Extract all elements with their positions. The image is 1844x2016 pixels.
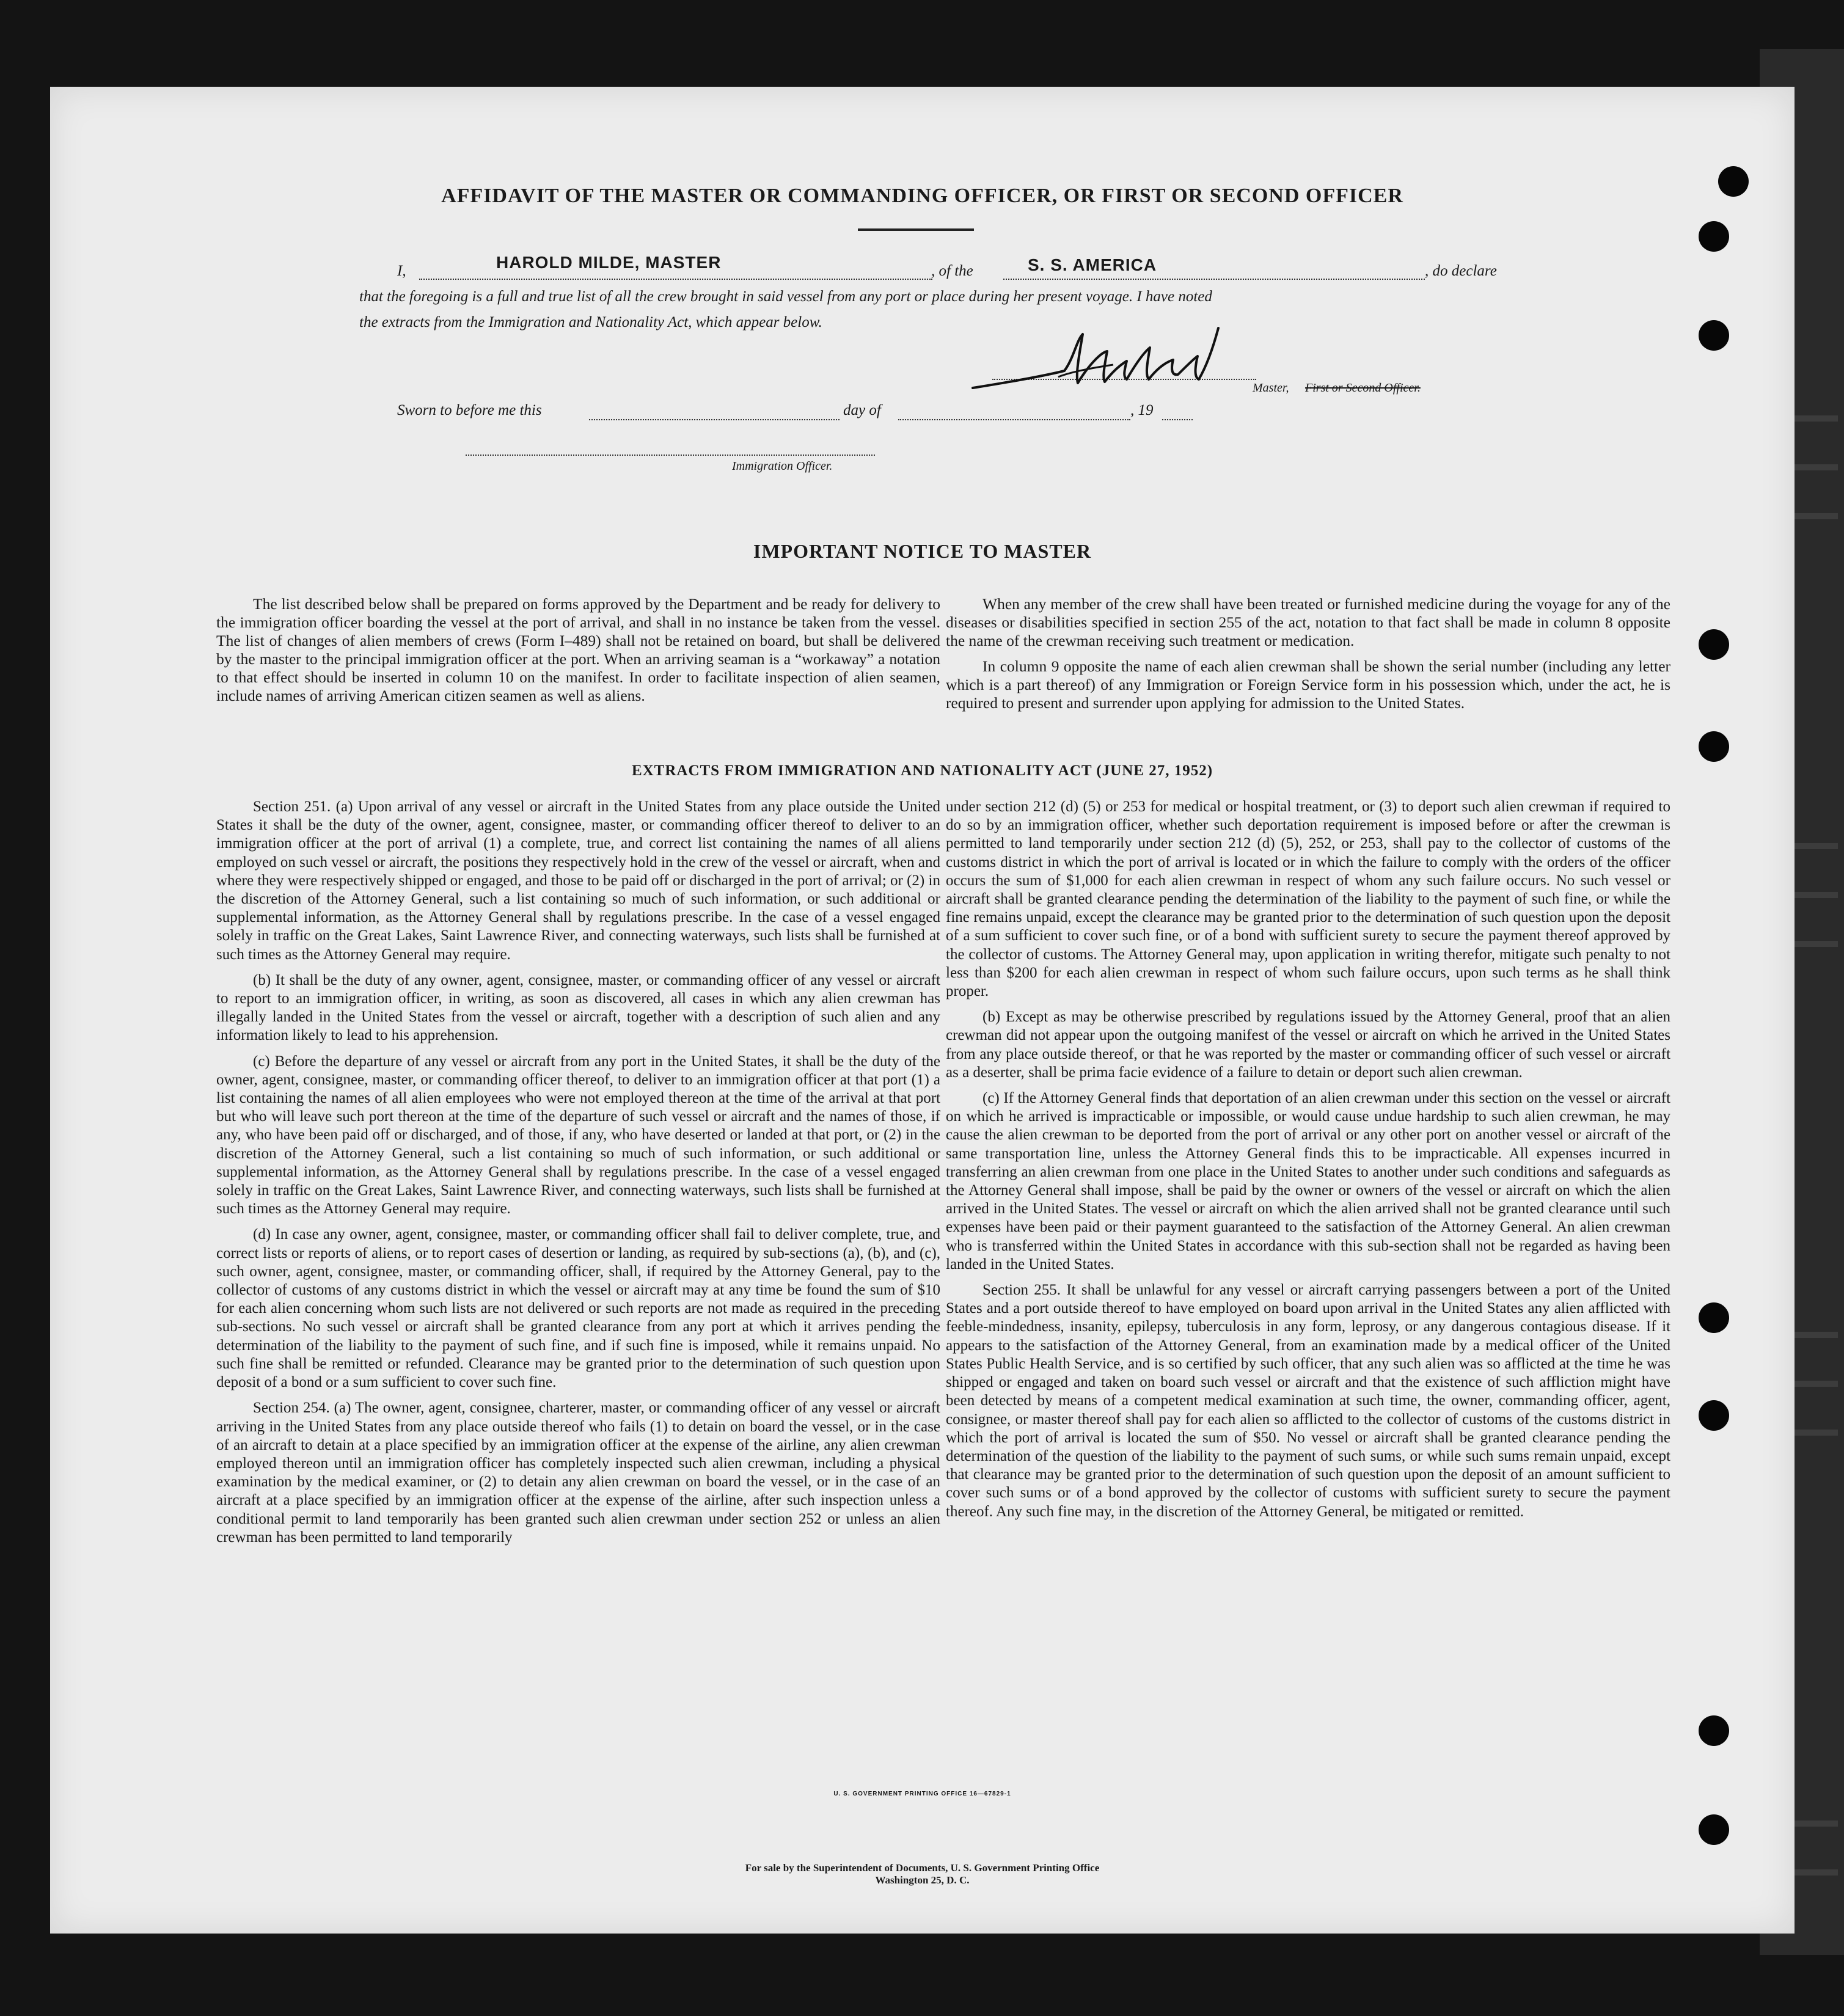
signature-caption-master: Master, — [1253, 381, 1289, 395]
handwritten-signature — [967, 316, 1248, 401]
punch-hole — [1699, 1302, 1729, 1333]
sworn-day-line — [589, 419, 840, 420]
extract-section-251d: (d) In case any owner, agent, consignee, master, or commanding officer shall fail to deliver complete, true, and correct lists or reports of aliens, or to report cases of desertion or landing, as required by sub-sections (a), (b), and (c), such owner, agent, consignee, master, or commanding officer, shall, if required by the Attorney General, pay to the collector of customs of any customs district in which the vessel or aircraft may at any time be found the sum of $10 for each alien concerning whom such lists are not delivered or such reports are not made as required in the preceding sub-sections. No such vessel or aircraft shall be granted clearance from any port at which it arrives pending the determination of the liability to the payment of such fine, and if such fine is imposed, while it remains unpaid. No such fine shall be remitted or refunded. Clearance may be granted prior to the determination of such question upon deposit of a bond or a sum sufficient to cover such fine. — [216, 1226, 940, 1391]
sworn-label: Sworn to before me this — [397, 402, 542, 418]
gpo-imprint: U. S. GOVERNMENT PRINTING OFFICE 16—67829-1 — [833, 1791, 1011, 1797]
name-field-line — [419, 279, 932, 280]
punch-hole — [1699, 1400, 1729, 1431]
sale-line-1: For sale by the Superintendent of Documents, U. S. Government Printing Office — [745, 1862, 1100, 1874]
of-the-label: , of the — [931, 263, 973, 279]
year-label: , 19 — [1130, 402, 1154, 418]
punch-hole — [1699, 320, 1729, 351]
declaration-line-2: the extracts from the Immigration and Nationality Act, which appear below. — [359, 314, 822, 331]
notice-right-column — [946, 595, 1670, 720]
notice-left-paragraph: The list described below shall be prepared on forms approved by the Department and be ready for delivery to the immigration officer boarding the vessel at the port of arrival, and shall in no instance be taken from the vessel. The list of changes of alien members of crews (Form I–489) shall not be retained on board, but shall be delivered by the master to the principal immigration officer at the port. When an arriving seaman is a “workaway” a notation to that effect should be inserted in column 10 on the manifest. In order to facilitate inspection of alien seamen, include names of arriving American citizen seamen as well as aliens. — [216, 595, 940, 704]
document-page — [50, 87, 1795, 1934]
extract-section-255: Section 255. It shall be unlawful for any vessel or aircraft carrying passengers between a port of the United States and a port outside thereof to have employed on board upon arrival in the United States any alien afflicted with feeble-mindedness, insanity, epilepsy, tuberculosis in any form, leprosy, or any dangerous contagious disease. If it appears to the satisfaction of the Attorney General, from an examination made by a medical officer of the United States Public Health Service, and is so certified by such officer, that any such alien was so afflicted at the time he was shipped or engaged and taken on board such vessel or aircraft and that the existence of such affliction might have been detected by means of a competent medical examination at such time, the owner, commanding officer, agent, consignee, or master thereof shall pay for each alien so afflicted to the collector of customs of the customs district in which the port of arrival is located the sum of $50. No vessel or aircraft shall be granted clearance pending the determination of the question of the liability to the payment of such sums, or while such sums remain unpaid, except that clearance may be granted prior to the determination of such question upon the deposit of an amount sufficient to cover such sums or of a bond approved by the collector of customs with sufficient surety to secure the payment thereof. Any such fine may, in the discretion of the Attorney General, be mitigated or remitted. — [946, 1282, 1670, 1520]
sale-line-2: Washington 25, D. C. — [875, 1874, 970, 1886]
extract-section-251c: (c) Before the departure of any vessel or aircraft from any port in the United States, it shall be the duty of the owner, agent, consignee, master, or commanding officer thereof, to deliver to an immigration officer at that port (1) a list containing the names of all alien employees who were not employed thereon at the time of the arrival at that port but who will leave such port thereon at the time of the departure of such vessel or aircraft and the names of those, if any, who have been paid off or discharged, and of those, if any, who have deserted or landed at that port, or (2) in the discretion of the Attorney General, such a list containing so much of such information, or such additional or supplemental information, as the Attorney General shall by regulations prescribe. In the case of a vessel engaged solely in traffic on the Great Lakes, Saint Lawrence River, and connecting waterways, such lists shall be furnished at such times as the Attorney General may require. — [216, 1053, 940, 1218]
notice-right-paragraph-2: In column 9 opposite the name of each alien crewman shall be shown the serial number (including any letter which is a part thereof) of any Immigration or Foreign Service form in his possession which, under the act, he is required to present and surrender upon applying for admission to the United States. — [946, 657, 1670, 712]
extract-section-251a: Section 251. (a) Upon arrival of any vessel or aircraft in the United States from any place outside the United States it shall be the duty of the owner, agent, consignee, master, or commanding officer thereof to deliver to an immigration officer at the port of arrival (1) a complete, true, and correct list containing the names of all aliens employed on such vessel or aircraft, the positions they respectively hold in the crew of the vessel or aircraft, when and where they were respectively shipped or engaged, and those to be paid off or discharged in the port of arrival; or (2) in the discretion of the Attorney General, such a list containing so much of such information, or such additional or supplemental information, as the Attorney General shall by regulations prescribe. In the case of a vessel engaged solely in traffic on the Great Lakes, Saint Lawrence River, and connecting waterways, such lists shall be furnished at such times as the Attorney General may require. — [216, 798, 940, 963]
punch-hole — [1699, 1814, 1729, 1845]
extract-section-254c: (c) If the Attorney General finds that deportation of an alien crewman under this section on the vessel or aircraft on which he arrived is impracticable or impossible, or would cause undue hardship to such alien crewman, he may cause the alien crewman to be deported from the port of arrival or any other port on another vessel or aircraft of the same transportation line, unless the Attorney General finds this to be impracticable. All expenses incurred in transferring an alien crewman from one place in the United States to another under such conditions and safeguards as the Attorney General shall impose, shall be paid by the owner or owners of the vessel or aircraft on which the alien arrived in the United States. The vessel or aircraft on which the alien arrived shall not be granted clearance until such expenses have been paid or their payment guaranteed to the satisfaction of the Attorney General. An alien crewman who is transferred within the United States in accordance with this sub-section shall not be regarded as having been landed in the United States. — [946, 1090, 1670, 1273]
affidavit-title: AFFIDAVIT OF THE MASTER OR COMMANDING OFFICER, OR FIRST OR SECOND OFFICER — [441, 184, 1403, 207]
punch-hole — [1699, 221, 1729, 252]
notice-right-paragraph-1: When any member of the crew shall have been treated or furnished medicine during the voyage for any of the diseases or disabilities specified in section 255 of the act, notation to that fact shall be made in column 8 opposite the name of the crewman receiving such treatment or medication. — [946, 595, 1670, 649]
punch-hole — [1699, 629, 1729, 660]
master-name-field: HAROLD MILDE, MASTER — [496, 253, 722, 272]
extract-section-251b: (b) It shall be the duty of any owner, agent, consignee, master, or commanding officer of any vessel or aircraft to report to an immigration officer, in writing, as soon as discovered, all cases in which any alien crewman has illegally landed in the United States from the vessel or aircraft, together with a description of such alien and any information likely to lead to his apprehension. — [216, 971, 940, 1044]
signature-caption-struck: First or Second Officer. — [1305, 381, 1421, 395]
i-label: I, — [397, 263, 406, 279]
sale-notice — [50, 1862, 1795, 1886]
extract-section-254a: Section 254. (a) The owner, agent, consignee, charterer, master, or commanding officer of any vessel or aircraft arriving in the United States from any place outside thereof who fails (1) to detain on board the vessel, or in the case of an aircraft to detain at a place specified by an immigration officer at the expense of the airline, any alien crewman employed thereon until an immigration officer has completely inspected such alien crewman, including a physical examination by the medical examiner, or (2) to detain any alien crewman on board the vessel, or in the case of an aircraft at a place specified by an immigration officer at the expense of the airline, after such inspection unless a conditional permit to land temporarily has been granted such alien crewman under section 252 or unless an alien crewman has been permitted to land temporarily — [216, 1400, 940, 1546]
day-of-label: day of — [843, 402, 881, 418]
vessel-name-field: S. S. AMERICA — [1028, 255, 1157, 274]
notice-title: IMPORTANT NOTICE TO MASTER — [753, 540, 1092, 562]
extracts-right-column — [946, 798, 1670, 1528]
immigration-officer-label: Immigration Officer. — [732, 459, 833, 473]
punch-hole — [1699, 1715, 1729, 1746]
sworn-year-line — [1162, 419, 1193, 420]
extract-section-254b: (b) Except as may be otherwise prescribed by regulations issued by the Attorney General, proof that an alien crewman did not appear upon the outgoing manifest of the vessel or aircraft on which he arrived in the United States from any place outside thereof, or that he was reported by the master or commanding officer of such vessel or aircraft as a deserter, shall be prima facie evidence of a failure to detain or deport such alien crewman. — [946, 1009, 1670, 1081]
extracts-title: EXTRACTS FROM IMMIGRATION AND NATIONALITY ACT (JUNE 27, 1952) — [631, 762, 1213, 779]
vessel-field-line — [1003, 279, 1425, 280]
notice-left-column — [216, 595, 940, 712]
extract-section-254a-cont: under section 212 (d) (5) or 253 for medical or hospital treatment, or (3) to deport such alien crewman if required to do so by an immigration officer, whether such deportation requirement is imposed before or after the crewman is permitted to land temporarily under section 212 (d) (5), 252, or 253, shall pay to the collector of customs of the customs district in which the port of arrival is located or in which the failure to comply with the orders of the officer occurs the sum of $1,000 for each alien crewman in respect of whom any such failure occurs. No such vessel or aircraft shall be granted clearance pending the determination of the liability to the payment of such fine, or while the fine remains unpaid, except the clearance may be granted prior to the determination of such question upon the deposit of a sum sufficient to cover such fine, or of a bond with sufficient surety to secure the payment thereof approved by the collector of customs. The Attorney General may, upon application in writing therefor, mitigate such penalty to not less than $200 for each alien crewman in respect of whom such failure occurs, upon such terms as he shall think proper. — [946, 798, 1670, 1000]
title-rule — [858, 228, 974, 231]
extracts-left-column — [216, 798, 940, 1554]
sworn-month-line — [898, 419, 1130, 420]
punch-hole — [1699, 731, 1729, 762]
immigration-officer-line — [466, 455, 875, 456]
do-declare-label: , do declare — [1425, 263, 1497, 279]
declaration-line-1: that the foregoing is a full and true list of all the crew brought in said vessel from any port or place during her present voyage. I have noted — [359, 288, 1212, 305]
